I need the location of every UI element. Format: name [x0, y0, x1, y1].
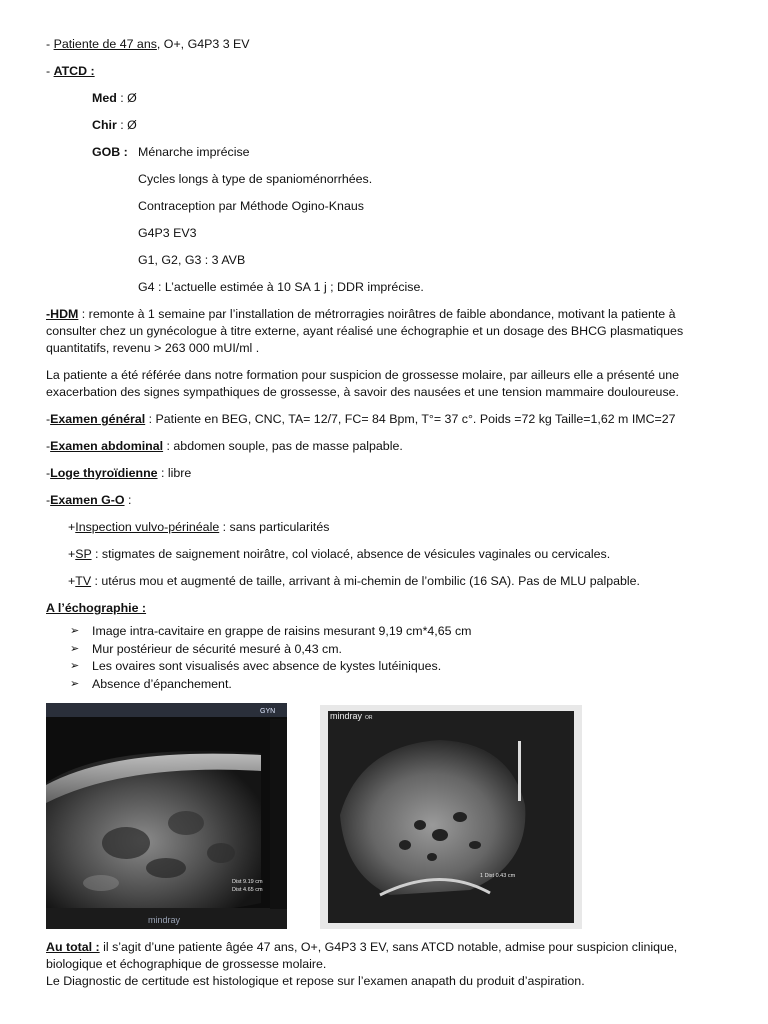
tv-line: +TV : utérus mou et augmenté de taille, arrivant à mi-chemin de l’ombilic (16 SA). Pas de MLU palpable.: [68, 574, 640, 588]
arrow-bullet-icon: ➢: [70, 642, 80, 655]
list-item: ➢ Image intra-cavitaire en grappe de raisins mesurant 9,19 cm*4,65 cm: [70, 623, 726, 641]
arrow-bullet-icon: ➢: [70, 625, 80, 637]
referral-paragraph: La patiente a été référée dans notre formation pour suspicion de grossesse molaire, par ailleurs elle a présenté une exacerbation des signes sympathiques de grossesse, à savoir des nausées et une tension mammaire douloureuse.: [46, 368, 679, 399]
gob-line: Contraception par Méthode Ogino-Knaus: [138, 199, 364, 213]
gob-line: G1, G2, G3 : 3 AVB: [138, 253, 246, 267]
measurement-2: Dist 4.65 cm: [232, 887, 263, 893]
atcd-med: Med : Ø: [92, 91, 137, 105]
document-page: [46, 36, 726, 990]
inspection-line: +Inspection vulvo-périnéale : sans particularités: [68, 520, 330, 534]
atcd-chir: Chir : Ø: [92, 118, 137, 132]
list-item: ➢ Mur postérieur de sécurité mesuré à 0,43 cm.: [70, 641, 726, 659]
patient-age: Patiente de 47 ans: [53, 37, 157, 51]
measurement-1: Dist 9.19 cm: [232, 879, 263, 885]
atcd-gob: GOB : Ménarche imprécise: [92, 145, 250, 159]
patient-line: - Patiente de 47 ans, O+, G4P3 3 EV: [46, 37, 250, 51]
list-item: ➢ Les ovaires sont visualisés avec absence de kystes lutéiniques.: [70, 658, 726, 676]
brand-label: mindray: [148, 915, 181, 925]
hdm-paragraph: -HDM : remonte à 1 semaine par l’installation de métrorragies noirâtres de faible abondance, motivant la patiente à consulter chez un gynécologue à titre externe, ayant réalisé une échographie et un dosage des BHCG plasmatiques quantitatifs, revenu > 263 000 mUI/ml .: [46, 307, 684, 355]
exam-general: -Examen général : Patiente en BEG, CNC, TA= 12/7, FC= 84 Bpm, T°= 37 c°. Poids =72 kg Taille=1,62 m IMC=27: [46, 412, 676, 426]
exam-abdominal: -Examen abdominal : abdomen souple, pas de masse palpable.: [46, 439, 403, 453]
list-item: ➢ Absence d’épanchement.: [70, 676, 726, 694]
corner-label: GYN: [260, 708, 276, 715]
ultrasound-images: [46, 703, 726, 935]
gob-line: G4P3 EV3: [138, 226, 197, 240]
gob-line: G4 : L’actuelle estimée à 10 SA 1 j ; DDR imprécise.: [138, 280, 424, 294]
atcd-heading: - ATCD :: [46, 64, 95, 78]
ultrasound-image-1: [46, 703, 287, 929]
conclusion-paragraph: Au total : il s’agit d’une patiente âgée 47 ans, O+, G4P3 3 EV, sans ATCD notable, admise pour suspicion clinique, biologique et échographique de grossesse molaire.: [46, 940, 678, 971]
arrow-bullet-icon: ➢: [70, 677, 80, 690]
sp-line: +SP : stigmates de saignement noirâtre, col violacé, absence de vésicules vaginales ou cervicales.: [68, 547, 611, 561]
conclusion-line-2: Le Diagnostic de certitude est histologique et repose sur l’examen anapath du produit d’aspiration.: [46, 974, 585, 988]
echo-list: [46, 623, 726, 693]
brand-label: mindray OR: [330, 711, 373, 721]
loge-thyroidienne: -Loge thyroïdienne : libre: [46, 466, 192, 480]
arrow-bullet-icon: ➢: [70, 660, 80, 672]
exam-go: -Examen G-O :: [46, 493, 132, 507]
measurement-1: 1 Dist 0.43 cm: [480, 873, 516, 879]
gob-line: Cycles longs à type de spanioménorrhées.: [138, 172, 373, 186]
ultrasound-image-2: [320, 705, 582, 929]
echo-heading: A l’échographie :: [46, 601, 147, 615]
